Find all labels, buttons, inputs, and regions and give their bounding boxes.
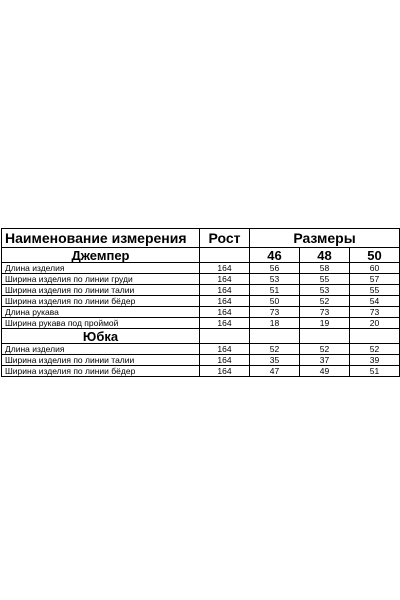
size-column-48: 48 xyxy=(300,248,350,263)
measurement-name: Ширина изделия по линии бёдер xyxy=(2,296,200,307)
size-value: 73 xyxy=(300,307,350,318)
height-value: 164 xyxy=(200,355,250,366)
table-row xyxy=(2,274,400,285)
section-spacer-cell xyxy=(200,329,250,344)
table-row xyxy=(2,318,400,329)
size-value: 57 xyxy=(350,274,400,285)
height-value: 164 xyxy=(200,296,250,307)
section-spacer-cell xyxy=(300,329,350,344)
size-value: 35 xyxy=(250,355,300,366)
size-value: 53 xyxy=(300,285,350,296)
size-value: 54 xyxy=(350,296,400,307)
size-value: 52 xyxy=(300,344,350,355)
size-value: 55 xyxy=(300,274,350,285)
size-value: 53 xyxy=(250,274,300,285)
size-value: 39 xyxy=(350,355,400,366)
size-value: 49 xyxy=(300,366,350,377)
measurement-name: Длина изделия xyxy=(2,263,200,274)
size-value: 51 xyxy=(250,285,300,296)
size-value: 58 xyxy=(300,263,350,274)
measurement-name: Ширина изделия по линии груди xyxy=(2,274,200,285)
section-spacer-cell xyxy=(200,248,250,263)
table-row xyxy=(2,296,400,307)
table-row xyxy=(2,307,400,318)
size-value: 37 xyxy=(300,355,350,366)
height-value: 164 xyxy=(200,285,250,296)
size-value: 55 xyxy=(350,285,400,296)
section-spacer-cell xyxy=(350,329,400,344)
size-value: 60 xyxy=(350,263,400,274)
size-value: 56 xyxy=(250,263,300,274)
table-row xyxy=(2,344,400,355)
measurement-name: Ширина изделия по линии бёдер xyxy=(2,366,200,377)
measurement-name: Ширина рукава под проймой xyxy=(2,318,200,329)
size-value: 51 xyxy=(350,366,400,377)
table-row xyxy=(2,285,400,296)
size-value: 18 xyxy=(250,318,300,329)
size-chart-table xyxy=(1,228,400,377)
table-row xyxy=(2,263,400,274)
table-row xyxy=(2,366,400,377)
section-spacer-cell xyxy=(250,329,300,344)
size-value: 73 xyxy=(250,307,300,318)
measurement-header: Наименование измерения xyxy=(2,229,200,248)
size-value: 50 xyxy=(250,296,300,307)
section-header-row xyxy=(2,248,400,263)
table-header-row xyxy=(2,229,400,248)
height-header: Рост xyxy=(200,229,250,248)
measurement-name: Длина изделия xyxy=(2,344,200,355)
measurement-name: Длина рукава xyxy=(2,307,200,318)
size-value: 19 xyxy=(300,318,350,329)
height-value: 164 xyxy=(200,366,250,377)
size-column-50: 50 xyxy=(350,248,400,263)
height-value: 164 xyxy=(200,344,250,355)
height-value: 164 xyxy=(200,263,250,274)
height-value: 164 xyxy=(200,274,250,285)
size-value: 52 xyxy=(250,344,300,355)
height-value: 164 xyxy=(200,318,250,329)
size-column-46: 46 xyxy=(250,248,300,263)
height-value: 164 xyxy=(200,307,250,318)
size-value: 52 xyxy=(300,296,350,307)
measurement-name: Ширина изделия по линии талии xyxy=(2,355,200,366)
section-title: Джемпер xyxy=(2,248,200,263)
section-title: Юбка xyxy=(2,329,200,344)
size-value: 20 xyxy=(350,318,400,329)
size-value: 73 xyxy=(350,307,400,318)
size-value: 47 xyxy=(250,366,300,377)
size-value: 52 xyxy=(350,344,400,355)
section-header-row xyxy=(2,329,400,344)
measurement-name: Ширина изделия по линии талии xyxy=(2,285,200,296)
table-row xyxy=(2,355,400,366)
sizes-header: Размеры xyxy=(250,229,400,248)
